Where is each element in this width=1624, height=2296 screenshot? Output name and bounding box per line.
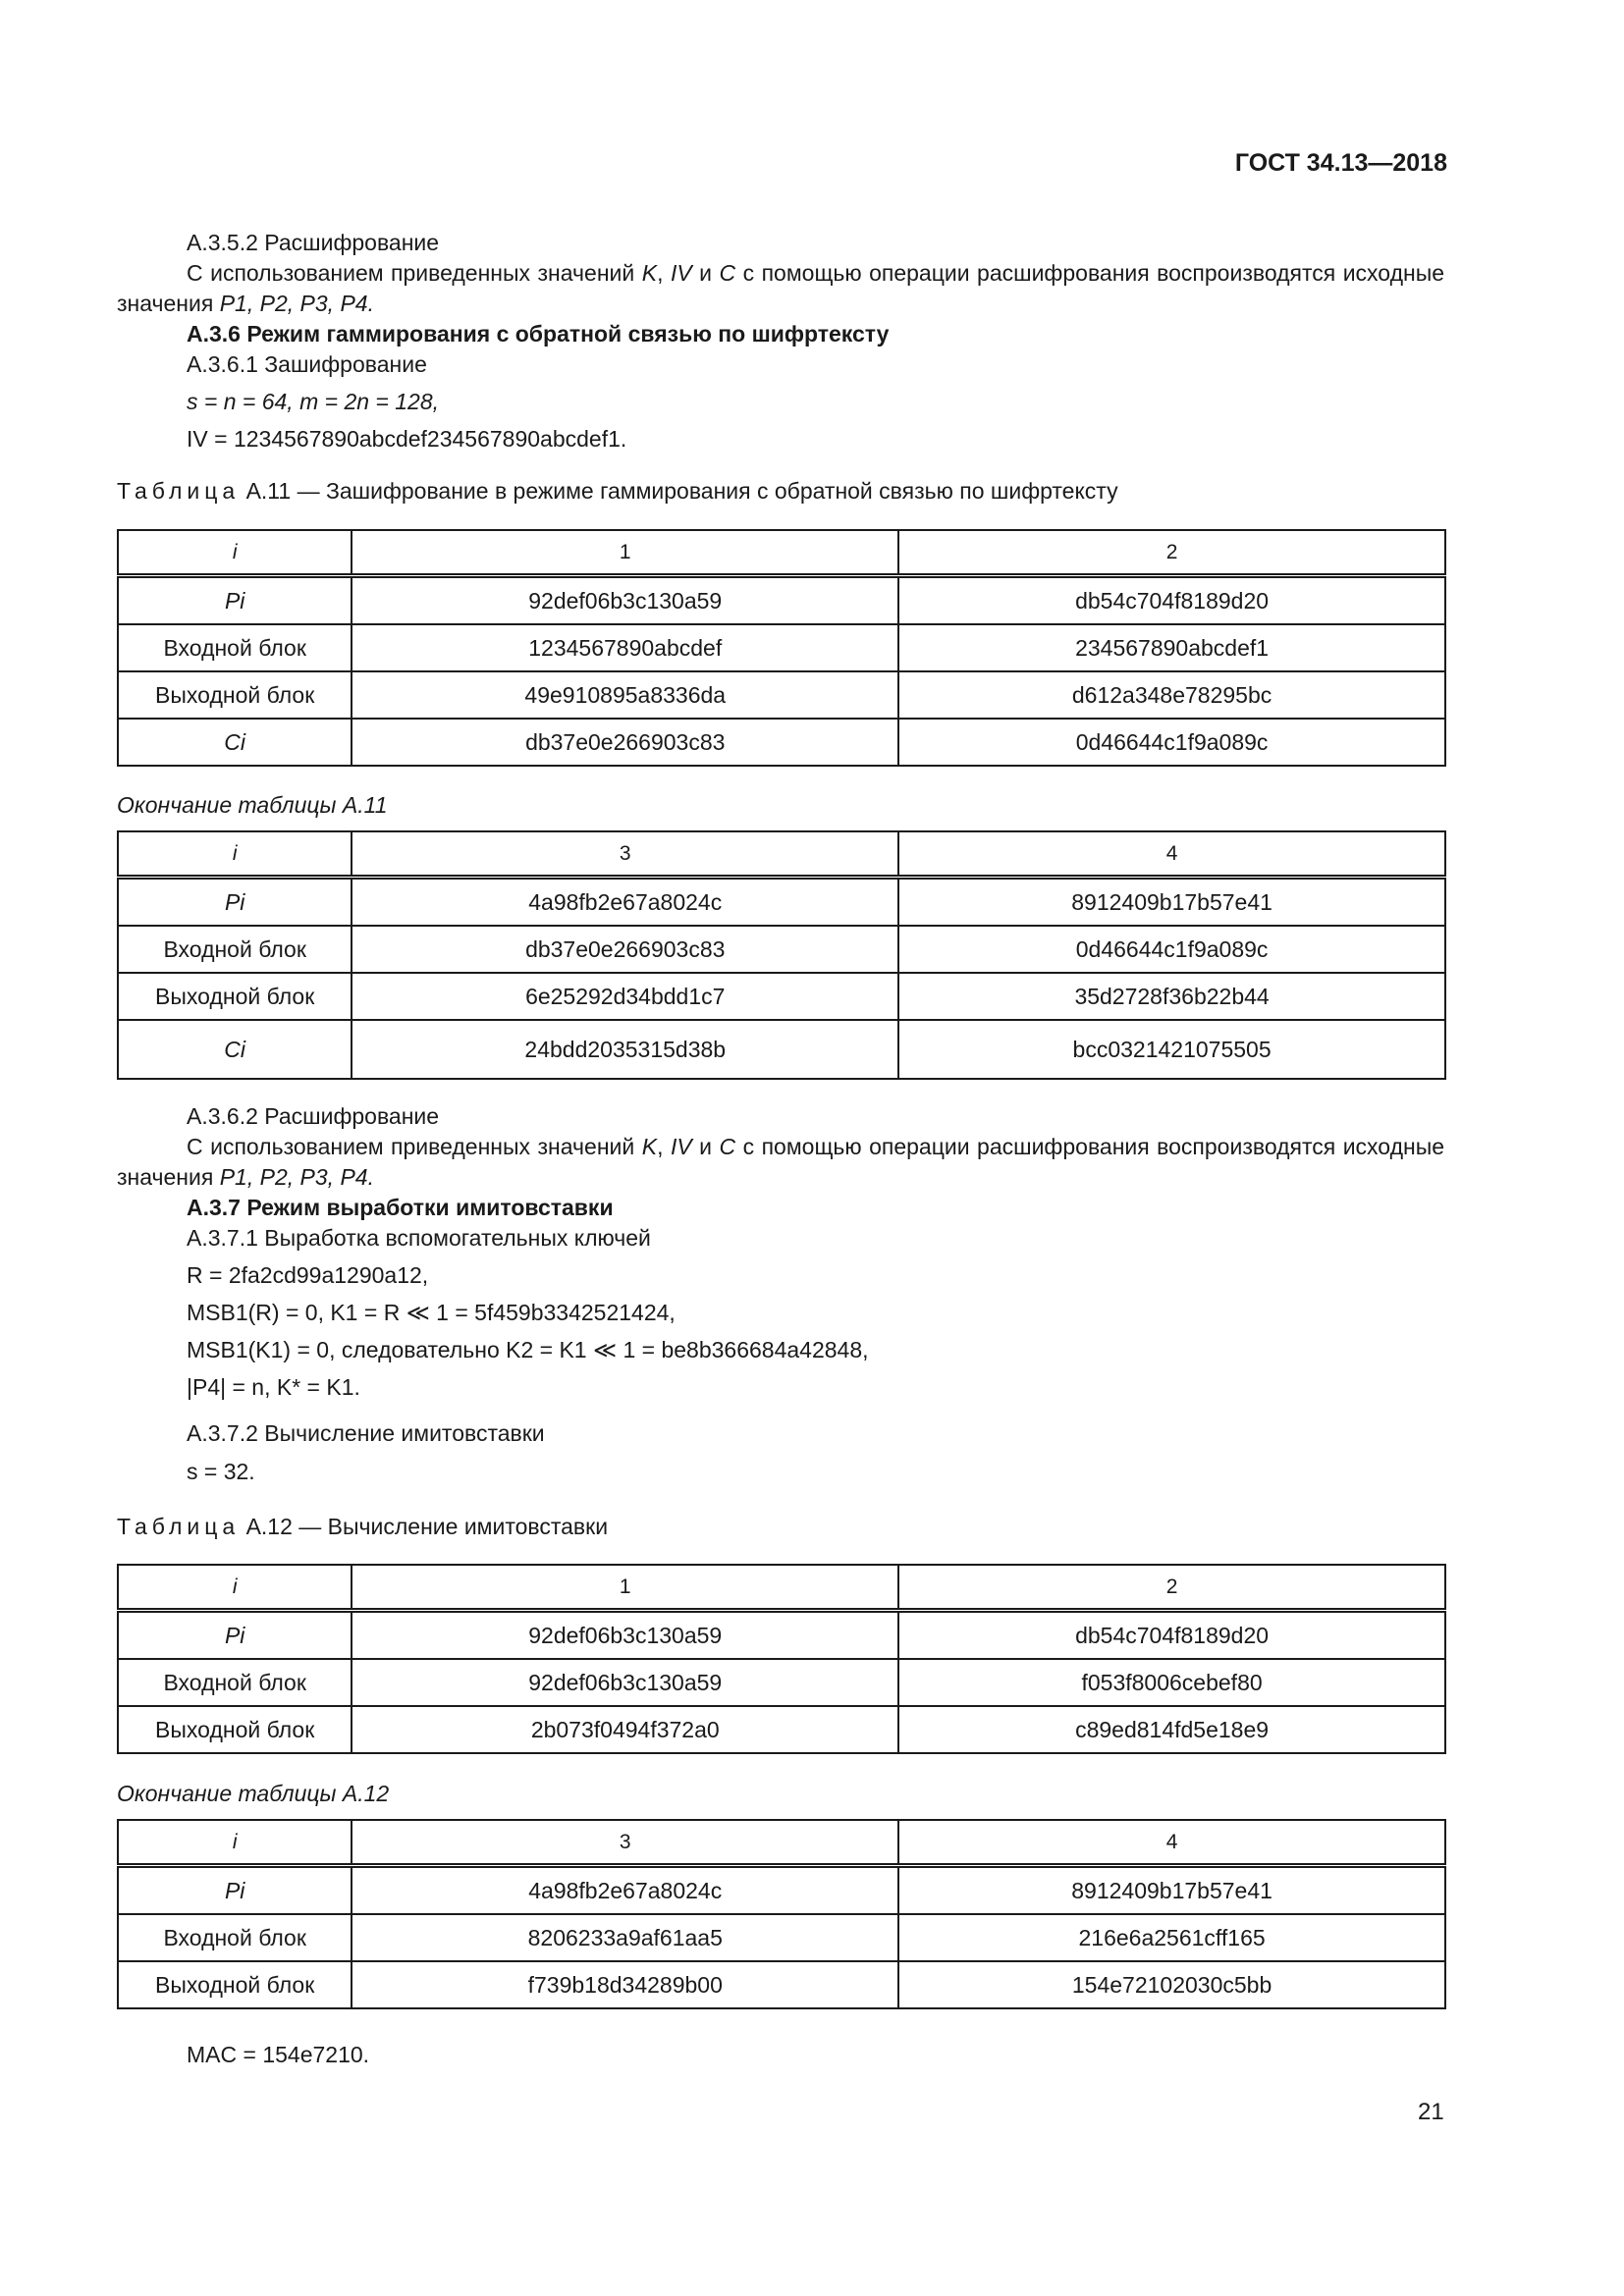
table-header-cell: i: [118, 831, 352, 878]
table-cell: Входной блок: [118, 926, 352, 973]
table-cell: c89ed814fd5e18e9: [898, 1706, 1445, 1753]
table-header-cell: 4: [898, 831, 1445, 878]
table-header-cell: 1: [352, 1565, 898, 1611]
table-cell: Выходной блок: [118, 973, 352, 1020]
table-a11: [117, 529, 1446, 767]
table-a11-caption: Таблица А.11 — Зашифрование в режиме гаммирования с обратной связью по шифртексту: [117, 478, 1118, 504]
section-a371-title: А.3.7.1 Выработка вспомогательных ключей: [187, 1225, 651, 1251]
table-row: [118, 878, 1445, 927]
table-cell: Ci: [118, 1020, 352, 1079]
document-header: ГОСТ 34.13—2018: [1234, 149, 1447, 177]
table-cell: 24bdd2035315d38b: [352, 1020, 898, 1079]
table-header-cell: 2: [898, 530, 1445, 576]
table-cell: Входной блок: [118, 624, 352, 671]
table-cell: 154e72102030c5bb: [898, 1961, 1445, 2008]
table-cell: 0d46644c1f9a089c: [898, 926, 1445, 973]
table-cell: 2b073f0494f372a0: [352, 1706, 898, 1753]
section-a362-title: А.3.6.2 Расшифрование: [187, 1103, 440, 1129]
table-a12-continuation-caption: Окончание таблицы А.12: [117, 1781, 390, 1806]
s-value-line: s = 32.: [187, 1459, 255, 1484]
table-cell: 35d2728f36b22b44: [898, 973, 1445, 1020]
table-cell: Входной блок: [118, 1914, 352, 1961]
table-header-cell: 3: [352, 831, 898, 878]
table-cell: f739b18d34289b00: [352, 1961, 898, 2008]
table-header-row: [118, 831, 1445, 878]
table-cell: 8912409b17b57e41: [898, 878, 1445, 927]
table-cell: Pi: [118, 1611, 352, 1660]
table-cell: Выходной блок: [118, 1961, 352, 2008]
table-row: [118, 1611, 1445, 1660]
page-number: 21: [1418, 2099, 1444, 2125]
table-header-cell: 4: [898, 1820, 1445, 1866]
table-cell: 49e910895a8336da: [352, 671, 898, 719]
section-a352-title: А.3.5.2 Расшифрование: [187, 230, 440, 255]
mac-line: MAC = 154e7210.: [187, 2042, 370, 2067]
table-header-cell: i: [118, 1820, 352, 1866]
table-cell: db54c704f8189d20: [898, 576, 1445, 625]
section-a36-title: А.3.6 Режим гаммирования с обратной связью по шифртексту: [187, 321, 890, 347]
table-row: [118, 1706, 1445, 1753]
table-cell: 8912409b17b57e41: [898, 1866, 1445, 1915]
table-row: [118, 1659, 1445, 1706]
table-cell: 4a98fb2e67a8024c: [352, 1866, 898, 1915]
table-row: [118, 1020, 1445, 1079]
iv-line: IV = 1234567890abcdef234567890abcdef1.: [187, 426, 627, 452]
table-a11-continuation-caption: Окончание таблицы А.11: [117, 792, 388, 818]
p-list: P1, P2, P3, P4.: [219, 1164, 374, 1190]
table-cell: 92def06b3c130a59: [352, 1659, 898, 1706]
table-cell: db54c704f8189d20: [898, 1611, 1445, 1660]
table-header-cell: 1: [352, 530, 898, 576]
table-cell: 234567890abcdef1: [898, 624, 1445, 671]
table-row: [118, 624, 1445, 671]
section-a37-title: А.3.7 Режим выработки имитовставки: [187, 1195, 614, 1220]
table-row: [118, 1961, 1445, 2008]
table-a12-caption: Таблица А.12 — Вычисление имитовставки: [117, 1514, 609, 1539]
table-cell: 216e6a2561cff165: [898, 1914, 1445, 1961]
table-header-cell: i: [118, 1565, 352, 1611]
table-row: [118, 576, 1445, 625]
table-row: [118, 1914, 1445, 1961]
table-cell: 92def06b3c130a59: [352, 1611, 898, 1660]
table-a12: [117, 1564, 1446, 1754]
table-cell: Pi: [118, 1866, 352, 1915]
table-row: [118, 1866, 1445, 1915]
table-cell: Pi: [118, 878, 352, 927]
table-header-row: [118, 530, 1445, 576]
table-cell: bcc0321421075505: [898, 1020, 1445, 1079]
section-a361-title: А.3.6.1 Зашифрование: [187, 351, 427, 377]
table-cell: f053f8006cebef80: [898, 1659, 1445, 1706]
table-header-row: [118, 1565, 1445, 1611]
table-cell: db37e0e266903c83: [352, 719, 898, 766]
table-header-row: [118, 1820, 1445, 1866]
table-a12-continuation: [117, 1819, 1446, 2009]
params-line: s = n = 64, m = 2n = 128,: [187, 389, 440, 414]
k2-line: MSB1(K1) = 0, следовательно K2 = K1 ≪ 1 = be8b366684a42848,: [187, 1337, 869, 1362]
section-a362-paragraph: С использованием приведенных значений K, IV и C с помощью операции расшифрования воспроизводятся исходные значения P1, P2, P3, P4.: [117, 1134, 1445, 1190]
table-cell: 4a98fb2e67a8024c: [352, 878, 898, 927]
table-cell: Выходной блок: [118, 1706, 352, 1753]
k1-line: MSB1(R) = 0, K1 = R ≪ 1 = 5f459b3342521424,: [187, 1300, 676, 1325]
table-header-cell: 3: [352, 1820, 898, 1866]
table-row: [118, 926, 1445, 973]
table-cell: d612a348e78295bc: [898, 671, 1445, 719]
section-a352-paragraph: С использованием приведенных значений K, IV и C с помощью операции расшифрования воспроизводятся исходные значения P1, P2, P3, P4.: [117, 260, 1445, 316]
table-cell: 6e25292d34bdd1c7: [352, 973, 898, 1020]
r-value-line: R = 2fa2cd99a1290a12,: [187, 1262, 429, 1288]
section-a372-title: А.3.7.2 Вычисление имитовставки: [187, 1420, 545, 1446]
table-row: [118, 973, 1445, 1020]
table-row: [118, 671, 1445, 719]
table-cell: 0d46644c1f9a089c: [898, 719, 1445, 766]
table-cell: 92def06b3c130a59: [352, 576, 898, 625]
table-cell: Pi: [118, 576, 352, 625]
table-header-cell: i: [118, 530, 352, 576]
table-cell: 8206233a9af61aa5: [352, 1914, 898, 1961]
table-cell: Входной блок: [118, 1659, 352, 1706]
table-header-cell: 2: [898, 1565, 1445, 1611]
kstar-line: |P4| = n, K* = K1.: [187, 1374, 360, 1400]
table-a11-continuation: [117, 830, 1446, 1080]
table-cell: Выходной блок: [118, 671, 352, 719]
table-cell: 1234567890abcdef: [352, 624, 898, 671]
table-cell: db37e0e266903c83: [352, 926, 898, 973]
p-list: P1, P2, P3, P4.: [219, 291, 374, 316]
table-row: [118, 719, 1445, 766]
table-cell: Ci: [118, 719, 352, 766]
